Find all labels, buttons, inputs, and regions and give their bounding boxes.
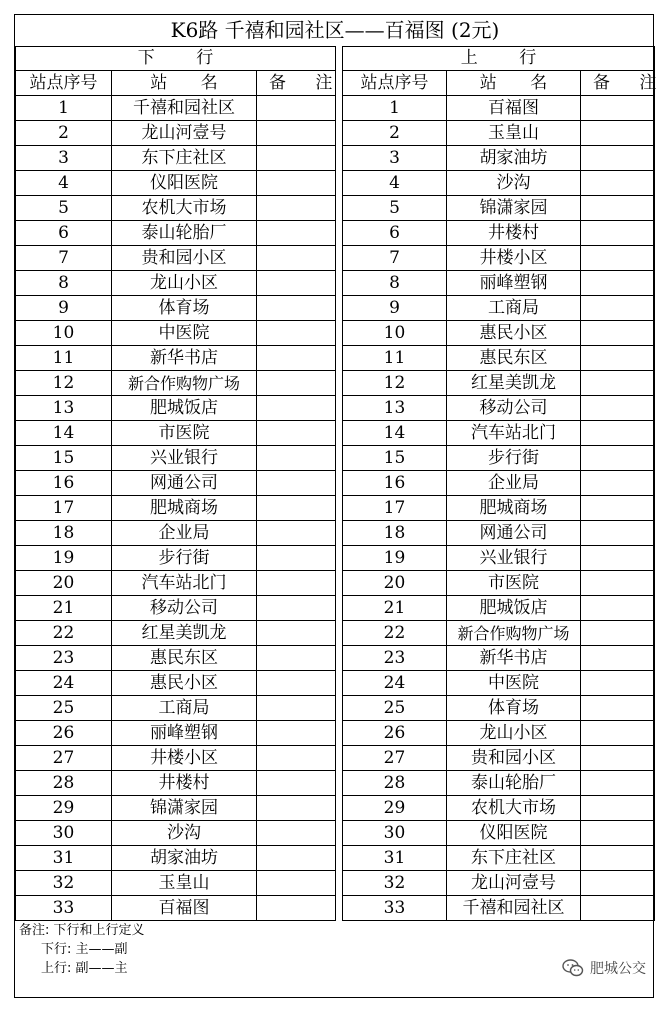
down-stop-row	[16, 521, 336, 546]
stop-seq: 30	[343, 821, 447, 846]
stop-seq: 8	[16, 271, 112, 296]
stop-name: 千禧和园社区	[447, 896, 581, 921]
route-title: K6路 千禧和园社区——百福图 (2元)	[170, 18, 500, 42]
stop-note	[257, 621, 336, 646]
stop-name: 丽峰塑钢	[447, 271, 581, 296]
stop-note	[257, 171, 336, 196]
stop-seq: 22	[16, 621, 112, 646]
stop-note	[257, 871, 336, 896]
stop-seq: 15	[16, 446, 112, 471]
stop-note	[581, 171, 655, 196]
stop-note	[581, 721, 655, 746]
stop-note	[257, 421, 336, 446]
stop-name: 网通公司	[112, 471, 257, 496]
down-stop-row	[16, 296, 336, 321]
stop-note	[257, 696, 336, 721]
stop-note	[257, 96, 336, 121]
stop-name: 龙山小区	[447, 721, 581, 746]
stop-note	[257, 346, 336, 371]
stop-seq: 32	[343, 871, 447, 896]
stop-name: 沙沟	[447, 171, 581, 196]
stop-seq: 32	[16, 871, 112, 896]
stop-seq: 26	[16, 721, 112, 746]
stop-note	[581, 846, 655, 871]
stop-name: 移动公司	[447, 396, 581, 421]
stop-name: 市医院	[447, 571, 581, 596]
stop-name: 肥城商场	[112, 496, 257, 521]
stop-seq: 1	[343, 96, 447, 121]
up-stop-row	[343, 296, 655, 321]
stop-note	[257, 746, 336, 771]
stop-name: 龙山小区	[112, 271, 257, 296]
stop-seq: 29	[343, 796, 447, 821]
note-line-down: 下行: 主——副	[41, 942, 128, 957]
stop-seq: 11	[343, 346, 447, 371]
stop-seq: 19	[343, 546, 447, 571]
stop-name: 新合作购物广场	[447, 621, 581, 646]
down-stop-row	[16, 846, 336, 871]
down-stop-row	[16, 146, 336, 171]
stop-name: 企业局	[447, 471, 581, 496]
stop-name: 新合作购物广场	[112, 371, 257, 396]
stop-seq: 14	[343, 421, 447, 446]
stop-name: 步行街	[112, 546, 257, 571]
stop-name: 中医院	[447, 671, 581, 696]
stop-note	[257, 321, 336, 346]
up-stop-row	[343, 396, 655, 421]
stop-seq: 29	[16, 796, 112, 821]
up-header-note: 备 注	[581, 71, 655, 96]
up-stop-row	[343, 221, 655, 246]
stop-name: 体育场	[112, 296, 257, 321]
up-stop-row	[343, 96, 655, 121]
stop-note	[581, 421, 655, 446]
up-stop-row	[343, 721, 655, 746]
up-stop-row	[343, 846, 655, 871]
stop-seq: 18	[16, 521, 112, 546]
down-stop-row	[16, 371, 336, 396]
stop-note	[257, 596, 336, 621]
up-stop-row	[343, 546, 655, 571]
up-table	[342, 46, 668, 921]
stop-seq: 30	[16, 821, 112, 846]
up-stop-row	[343, 121, 655, 146]
stop-note	[257, 821, 336, 846]
stop-note	[581, 471, 655, 496]
stop-note	[581, 396, 655, 421]
stop-note	[257, 196, 336, 221]
stop-seq: 33	[16, 896, 112, 921]
stop-seq: 33	[343, 896, 447, 921]
stop-note	[581, 671, 655, 696]
stop-note	[257, 721, 336, 746]
up-stop-row	[343, 621, 655, 646]
stop-seq: 20	[343, 571, 447, 596]
stop-seq: 23	[16, 646, 112, 671]
stop-name: 农机大市场	[447, 796, 581, 821]
down-stop-row	[16, 121, 336, 146]
stop-name: 东下庄社区	[112, 146, 257, 171]
stop-note	[257, 121, 336, 146]
stop-note	[257, 446, 336, 471]
wechat-icon	[562, 958, 584, 978]
down-stop-row	[16, 96, 336, 121]
stop-note	[257, 671, 336, 696]
stop-name: 惠民东区	[112, 646, 257, 671]
down-stop-row	[16, 496, 336, 521]
down-stop-row	[16, 746, 336, 771]
stop-seq: 18	[343, 521, 447, 546]
note-line-up: 上行: 副——主	[41, 961, 128, 976]
stop-seq: 27	[16, 746, 112, 771]
stop-name: 锦潇家园	[447, 196, 581, 221]
down-direction-label: 下 行	[16, 47, 336, 71]
stop-name: 企业局	[112, 521, 257, 546]
stop-name: 胡家油坊	[447, 146, 581, 171]
stop-note	[257, 521, 336, 546]
stop-note	[581, 121, 655, 146]
stop-note	[581, 346, 655, 371]
stop-seq: 2	[343, 121, 447, 146]
down-stop-row	[16, 171, 336, 196]
down-stop-row	[16, 646, 336, 671]
stop-note	[257, 296, 336, 321]
stop-name: 步行街	[447, 446, 581, 471]
brand-name: 肥城公交	[590, 961, 646, 977]
stop-seq: 16	[16, 471, 112, 496]
stop-seq: 17	[16, 496, 112, 521]
stop-seq: 31	[343, 846, 447, 871]
up-stop-row	[343, 371, 655, 396]
stop-note	[581, 321, 655, 346]
up-stop-row	[343, 446, 655, 471]
stop-name: 龙山河壹号	[112, 121, 257, 146]
stop-note	[257, 371, 336, 396]
stop-note	[581, 646, 655, 671]
down-stop-row	[16, 221, 336, 246]
stop-seq: 25	[16, 696, 112, 721]
up-stop-row	[343, 821, 655, 846]
stop-name: 仪阳医院	[112, 171, 257, 196]
stop-name: 仪阳医院	[447, 821, 581, 846]
stop-seq: 31	[16, 846, 112, 871]
down-stop-row	[16, 721, 336, 746]
stop-seq: 1	[16, 96, 112, 121]
stop-name: 兴业银行	[112, 446, 257, 471]
stop-seq: 4	[343, 171, 447, 196]
stop-seq: 12	[343, 371, 447, 396]
stop-note	[257, 771, 336, 796]
up-header-seq: 站点序号	[343, 71, 447, 96]
stop-name: 新华书店	[112, 346, 257, 371]
down-stop-row	[16, 421, 336, 446]
stop-seq: 24	[343, 671, 447, 696]
stop-seq: 24	[16, 671, 112, 696]
stop-seq: 14	[16, 421, 112, 446]
stop-name: 丽峰塑钢	[112, 721, 257, 746]
stop-name: 东下庄社区	[447, 846, 581, 871]
stop-note	[581, 596, 655, 621]
stop-note	[257, 246, 336, 271]
down-stop-row	[16, 321, 336, 346]
stop-name: 井楼小区	[447, 246, 581, 271]
stop-seq: 27	[343, 746, 447, 771]
up-stop-row	[343, 471, 655, 496]
up-stop-row	[343, 346, 655, 371]
stop-name: 肥城饭店	[447, 596, 581, 621]
stop-name: 惠民小区	[447, 321, 581, 346]
up-stop-row	[343, 596, 655, 621]
up-direction-label: 上 行	[343, 47, 655, 71]
down-stop-row	[16, 471, 336, 496]
stop-seq: 5	[16, 196, 112, 221]
stop-note	[581, 446, 655, 471]
stop-name: 井楼村	[112, 771, 257, 796]
stop-name: 贵和园小区	[112, 246, 257, 271]
down-stop-row	[16, 671, 336, 696]
stop-note	[581, 821, 655, 846]
stop-seq: 3	[16, 146, 112, 171]
stop-seq: 4	[16, 171, 112, 196]
stop-note	[257, 271, 336, 296]
stop-seq: 6	[16, 221, 112, 246]
stop-note	[257, 846, 336, 871]
stop-seq: 5	[343, 196, 447, 221]
down-stop-row	[16, 621, 336, 646]
up-stop-row	[343, 571, 655, 596]
stop-name: 汽车站北门	[447, 421, 581, 446]
stop-note	[581, 571, 655, 596]
stop-name: 泰山轮胎厂	[447, 771, 581, 796]
stop-seq: 2	[16, 121, 112, 146]
stop-name: 肥城商场	[447, 496, 581, 521]
stop-name: 井楼村	[447, 221, 581, 246]
note-line-definition: 备注: 下行和上行定义	[19, 923, 145, 938]
up-stop-row	[343, 746, 655, 771]
down-stop-row	[16, 571, 336, 596]
stop-name: 沙沟	[112, 821, 257, 846]
stop-seq: 9	[343, 296, 447, 321]
stop-seq: 13	[343, 396, 447, 421]
stop-seq: 15	[343, 446, 447, 471]
stop-note	[257, 221, 336, 246]
down-header-name: 站 名	[112, 71, 257, 96]
up-stop-row	[343, 696, 655, 721]
up-stop-row	[343, 421, 655, 446]
stop-note	[581, 896, 655, 921]
stop-note	[257, 546, 336, 571]
up-stop-row	[343, 496, 655, 521]
stop-seq: 7	[343, 246, 447, 271]
down-stop-row	[16, 596, 336, 621]
stop-name: 胡家油坊	[112, 846, 257, 871]
stop-seq: 13	[16, 396, 112, 421]
stop-note	[257, 896, 336, 921]
stop-name: 百福图	[112, 896, 257, 921]
stop-name: 红星美凯龙	[112, 621, 257, 646]
route-sheet	[14, 14, 668, 998]
up-stop-row	[343, 196, 655, 221]
stop-seq: 28	[343, 771, 447, 796]
stop-name: 工商局	[112, 696, 257, 721]
stop-note	[581, 271, 655, 296]
stop-seq: 21	[16, 596, 112, 621]
up-stop-row	[343, 321, 655, 346]
up-stop-row	[343, 671, 655, 696]
stop-note	[581, 496, 655, 521]
up-stop-row	[343, 771, 655, 796]
down-stop-row	[16, 696, 336, 721]
stop-note	[581, 746, 655, 771]
up-stop-row	[343, 896, 655, 921]
down-stop-row	[16, 396, 336, 421]
stop-seq: 22	[343, 621, 447, 646]
down-header-note: 备 注	[257, 71, 336, 96]
stop-note	[581, 146, 655, 171]
stop-seq: 3	[343, 146, 447, 171]
stop-name: 玉皇山	[112, 871, 257, 896]
down-stop-row	[16, 196, 336, 221]
up-stop-row	[343, 246, 655, 271]
up-header-name: 站 名	[447, 71, 581, 96]
stop-note	[581, 796, 655, 821]
stop-name: 玉皇山	[447, 121, 581, 146]
down-stop-row	[16, 346, 336, 371]
up-stop-row	[343, 646, 655, 671]
up-stop-row	[343, 521, 655, 546]
stop-note	[257, 496, 336, 521]
stop-seq: 19	[16, 546, 112, 571]
down-header-seq: 站点序号	[16, 71, 112, 96]
down-table	[15, 46, 345, 921]
down-stop-row	[16, 871, 336, 896]
stop-name: 移动公司	[112, 596, 257, 621]
stop-note	[581, 96, 655, 121]
stop-name: 体育场	[447, 696, 581, 721]
stop-note	[581, 696, 655, 721]
stop-name: 惠民东区	[447, 346, 581, 371]
up-stop-row	[343, 271, 655, 296]
stop-name: 新华书店	[447, 646, 581, 671]
stop-seq: 6	[343, 221, 447, 246]
stop-seq: 23	[343, 646, 447, 671]
stop-seq: 16	[343, 471, 447, 496]
stop-note	[581, 521, 655, 546]
stop-seq: 8	[343, 271, 447, 296]
stop-note	[581, 221, 655, 246]
stop-seq: 26	[343, 721, 447, 746]
down-stop-row	[16, 896, 336, 921]
down-stop-row	[16, 821, 336, 846]
stop-name: 肥城饭店	[112, 396, 257, 421]
stop-seq: 25	[343, 696, 447, 721]
stop-note	[257, 146, 336, 171]
stop-seq: 12	[16, 371, 112, 396]
down-stop-row	[16, 546, 336, 571]
stop-note	[257, 646, 336, 671]
up-stop-row	[343, 171, 655, 196]
down-stop-row	[16, 446, 336, 471]
notes-block	[19, 921, 145, 978]
stop-name: 锦潇家园	[112, 796, 257, 821]
stop-name: 汽车站北门	[112, 571, 257, 596]
stop-name: 龙山河壹号	[447, 871, 581, 896]
stop-name: 千禧和园社区	[112, 96, 257, 121]
down-stop-row	[16, 771, 336, 796]
brand-watermark	[562, 958, 646, 978]
stop-note	[581, 371, 655, 396]
stop-name: 工商局	[447, 296, 581, 321]
stop-note	[581, 771, 655, 796]
stop-seq: 17	[343, 496, 447, 521]
stop-note	[581, 546, 655, 571]
up-stop-row	[343, 871, 655, 896]
stop-note	[581, 871, 655, 896]
stop-name: 红星美凯龙	[447, 371, 581, 396]
stop-note	[581, 246, 655, 271]
stop-note	[257, 796, 336, 821]
down-stop-row	[16, 271, 336, 296]
stop-seq: 20	[16, 571, 112, 596]
stop-note	[581, 621, 655, 646]
stop-name: 兴业银行	[447, 546, 581, 571]
stop-name: 井楼小区	[112, 746, 257, 771]
stop-seq: 9	[16, 296, 112, 321]
stop-name: 惠民小区	[112, 671, 257, 696]
stop-name: 中医院	[112, 321, 257, 346]
stop-name: 泰山轮胎厂	[112, 221, 257, 246]
stop-seq: 21	[343, 596, 447, 621]
stop-seq: 11	[16, 346, 112, 371]
down-stop-row	[16, 246, 336, 271]
stop-seq: 28	[16, 771, 112, 796]
stop-note	[257, 471, 336, 496]
up-stop-row	[343, 146, 655, 171]
stop-name: 贵和园小区	[447, 746, 581, 771]
stop-seq: 10	[343, 321, 447, 346]
stop-note	[257, 396, 336, 421]
down-stop-row	[16, 796, 336, 821]
stop-note	[257, 571, 336, 596]
stop-name: 网通公司	[447, 521, 581, 546]
stop-seq: 7	[16, 246, 112, 271]
stop-note	[581, 296, 655, 321]
up-stop-row	[343, 796, 655, 821]
stop-name: 市医院	[112, 421, 257, 446]
stop-name: 百福图	[447, 96, 581, 121]
stop-note	[581, 196, 655, 221]
stop-seq: 10	[16, 321, 112, 346]
stop-name: 农机大市场	[112, 196, 257, 221]
